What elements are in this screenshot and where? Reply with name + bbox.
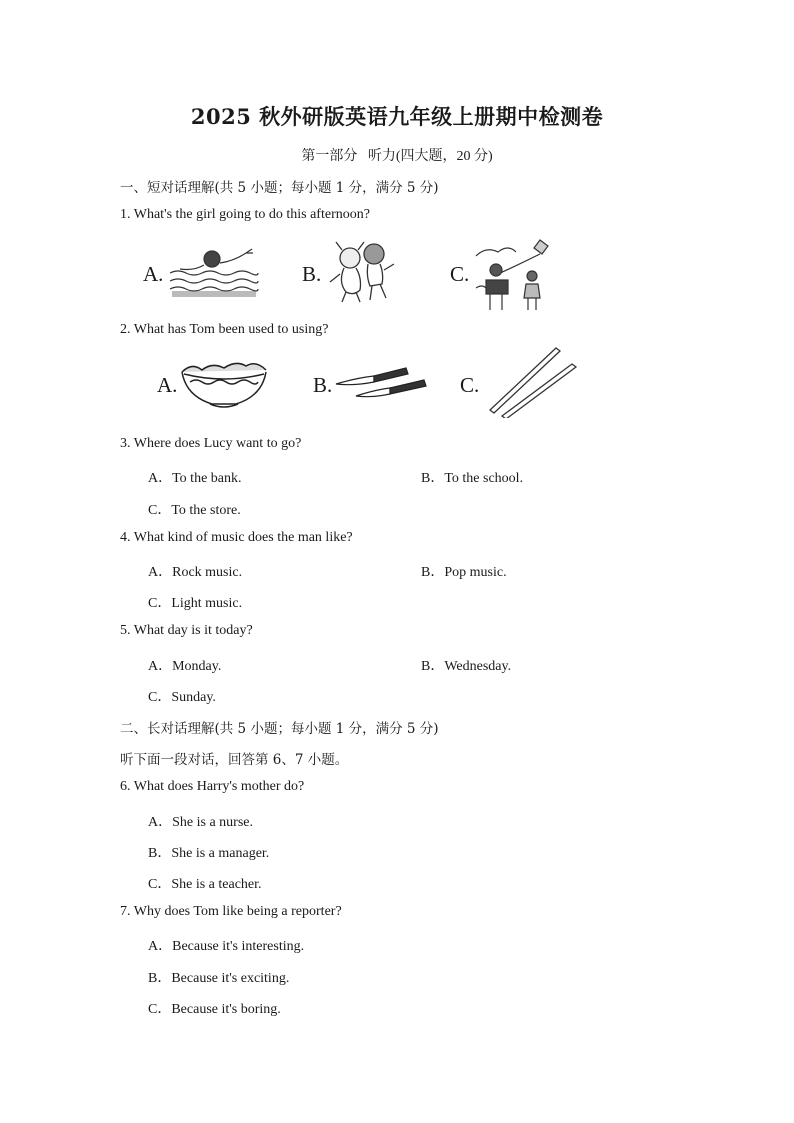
kids-flying-kite-icon — [474, 236, 554, 312]
part-label: 第一部分 — [301, 149, 358, 164]
q5-option-a: A．Monday. — [148, 659, 222, 674]
question-7: 7. Why does Tom like being a reporter? — [120, 904, 342, 919]
q7-option-c: C．Because it's boring. — [148, 1002, 281, 1017]
question-2: 2. What has Tom been used to using? — [120, 322, 329, 337]
bowl-icon — [180, 360, 268, 410]
q5-option-b: B．Wednesday. — [421, 659, 512, 674]
chopsticks-icon — [486, 346, 578, 418]
q5-option-c: C．Sunday. — [148, 690, 216, 705]
page-title: 2025 秋外研版英语九年级上册期中检测卷 — [190, 104, 604, 129]
question-1: 1. What's the girl going to do this afternoon? — [120, 207, 370, 222]
section-1-heading: 一、短对话理解(共 5 小题；每小题 1 分，满分 5 分) — [120, 180, 439, 196]
q2-option-c-label: C. — [460, 373, 480, 397]
question-4: 4. What kind of music does the man like? — [120, 530, 353, 545]
q1-option-c-label: C. — [450, 262, 470, 286]
section-2-instruction: 听下面一段对话，回答第 6、7 小题。 — [120, 752, 349, 768]
knives-icon — [334, 362, 430, 404]
kids-running-icon — [328, 240, 396, 304]
question-3: 3. Where does Lucy want to go? — [120, 436, 302, 451]
q4-option-c: C．Light music. — [148, 596, 243, 611]
swimming-girl-icon — [168, 243, 260, 298]
question-5: 5. What day is it today? — [120, 623, 253, 638]
question-6: 6. What does Harry's mother do? — [120, 779, 305, 794]
section-2-heading: 二、长对话理解(共 5 小题；每小题 1 分，满分 5 分) — [120, 721, 439, 737]
q1-option-b-label: B. — [302, 262, 322, 286]
q1-option-a-label: A. — [143, 262, 164, 286]
part-text: 听力(四大题，20 分) — [367, 149, 493, 164]
q6-option-b: B．She is a manager. — [148, 846, 270, 861]
q7-option-b: B．Because it's exciting. — [148, 971, 290, 986]
q4-option-a: A．Rock music. — [148, 565, 243, 580]
q4-option-b: B．Pop music. — [421, 565, 507, 580]
q7-option-a: A．Because it's interesting. — [148, 939, 305, 954]
q2-option-a-label: A. — [157, 373, 178, 397]
q3-option-b: B．To the school. — [421, 471, 524, 486]
q6-option-c: C．She is a teacher. — [148, 877, 262, 892]
part-heading — [0, 145, 794, 165]
q2-option-b-label: B. — [313, 373, 333, 397]
q6-option-a: A．She is a nurse. — [148, 815, 253, 830]
q3-option-c: C．To the store. — [148, 503, 241, 518]
q3-option-a: A．To the bank. — [148, 471, 242, 486]
